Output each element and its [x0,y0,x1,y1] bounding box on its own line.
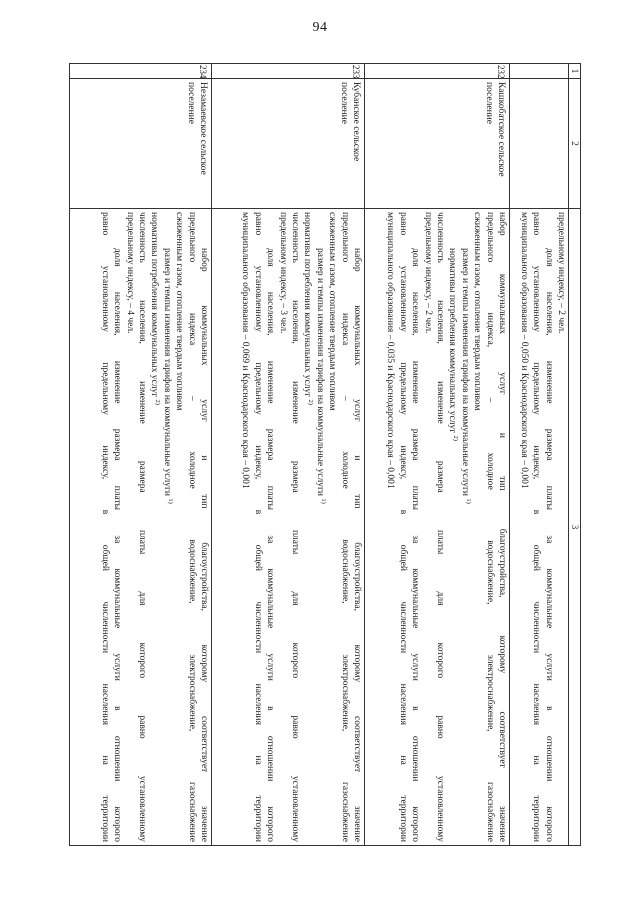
description-line: муниципального образования – 0,035 и Краснодарского края – 0,001 [385,212,396,489]
description-line: размер и темпы изменения тарифов на коммунальные услуги $^{1)}$ [459,248,472,504]
description-line: предельному индексу, – 2 чел. [422,212,433,334]
table-row [365,64,510,846]
description-line: муниципального образования – 0,050 и Краснодарского края – 0,001 [518,212,529,489]
row-number: 232 [365,64,510,79]
table-header-row [569,64,581,846]
page-number: 94 [312,20,328,35]
rotated-table-container [85,63,581,845]
header-column-name: 2 [569,79,581,209]
row-number: 234 [70,64,212,79]
description-line: предельному индексу, – 2 чел. [556,212,566,334]
description-line: предельному индексу, – 4 чел. [124,212,135,334]
description-line: численность населения, изменение размера платы для которого равно установленному [136,212,147,842]
row-description [70,209,212,846]
description-line: равно установленному предельному индексу, в общей численности населения на территории [99,212,110,842]
header-column-description: 3 [569,209,581,846]
footnote-mark: 1) [166,498,174,504]
row-number: 233 [212,64,365,79]
continuation-description-cell [510,209,569,846]
indicator-table [69,63,581,846]
description-line: равно установленному предельному индексу, в общей численности населения на территории [397,212,408,842]
description-line: сжиженным газом, отопление твердым топливом [327,212,338,411]
description-line: муниципального образования – 0,069 и Краснодарского края – 0,001 [240,212,251,489]
footnote-mark: 1) [319,498,327,504]
footnote-mark: 1) [464,498,472,504]
description-line: доля населения, изменение размера платы за коммунальные услуги в отношении которого [543,248,554,842]
description-line: размер и темпы изменения тарифов на коммунальные услуги $^{1)}$ [314,248,327,504]
description-line: сжиженным газом, отопление твердым топливом [472,212,483,411]
footnote-mark: 2) [452,435,460,441]
footnote-mark: 2) [154,399,162,405]
settlement-name: Незамаевское сельское поселение [70,79,212,209]
description-line: нормативы потребления коммунальных услуг $^{2)}$ [447,248,460,441]
settlement-name: Кашкобатское сельское поселение [365,79,510,209]
description-line: нормативы потребления коммунальных услуг $^{2)}$ [302,212,315,405]
description-line: нормативы потребления коммунальных услуг $^{2)}$ [149,212,162,405]
row-description [212,209,365,846]
description-line: численность населения, изменение размера платы для которого равно установленному [434,212,445,842]
description-line: предельному индексу, – 3 чел. [277,212,288,334]
continuation-row [510,64,569,846]
description-line: равно установленному предельному индексу, в общей численности населения на территории [531,212,542,842]
description-line: набор коммунальных услуг и тип благоустройства, которому соответствует значение [352,248,362,842]
settlement-name: Кубанское сельское поселение [212,79,365,209]
description-line: доля населения, изменение размера платы за коммунальные услуги в отношении которого [112,248,123,842]
description-line: предельного индекса, – холодное водоснабжение, электроснабжение, газоснабжение [484,212,495,842]
description-line: равно установленному предельному индексу, в общей численности населения на территории [252,212,263,842]
description-line: набор коммунальных услуг и тип благоустройства, которому соответствует значение [199,248,209,842]
description-line: доля населения, изменение размера платы за коммунальные услуги в отношении которого [410,248,421,842]
continuation-number-cell [510,64,569,79]
table-row [70,64,212,846]
row-description [365,209,510,846]
header-column-number: 1 [569,64,581,79]
description-line: численность населения, изменение размера платы для которого равно установленному [289,212,300,842]
description-line: набор коммунальных услуг и тип благоустройства, которому соответствует значение [497,212,507,842]
footnote-mark: 2) [307,399,315,405]
description-line: сжиженным газом, отопление твердым топливом [174,212,185,411]
table-row [212,64,365,846]
description-line: размер и темпы изменения тарифов на коммунальные услуги $^{1)}$ [161,248,174,504]
description-line: предельного индекса – холодное водоснабжение, электроснабжение, газоснабжение [186,212,197,842]
continuation-name-cell [510,79,569,209]
description-line: предельного индекса – холодное водоснабжение, электроснабжение, газоснабжение [339,212,350,842]
description-line: доля населения, изменение размера платы за коммунальные услуги в отношении которого [265,248,276,842]
